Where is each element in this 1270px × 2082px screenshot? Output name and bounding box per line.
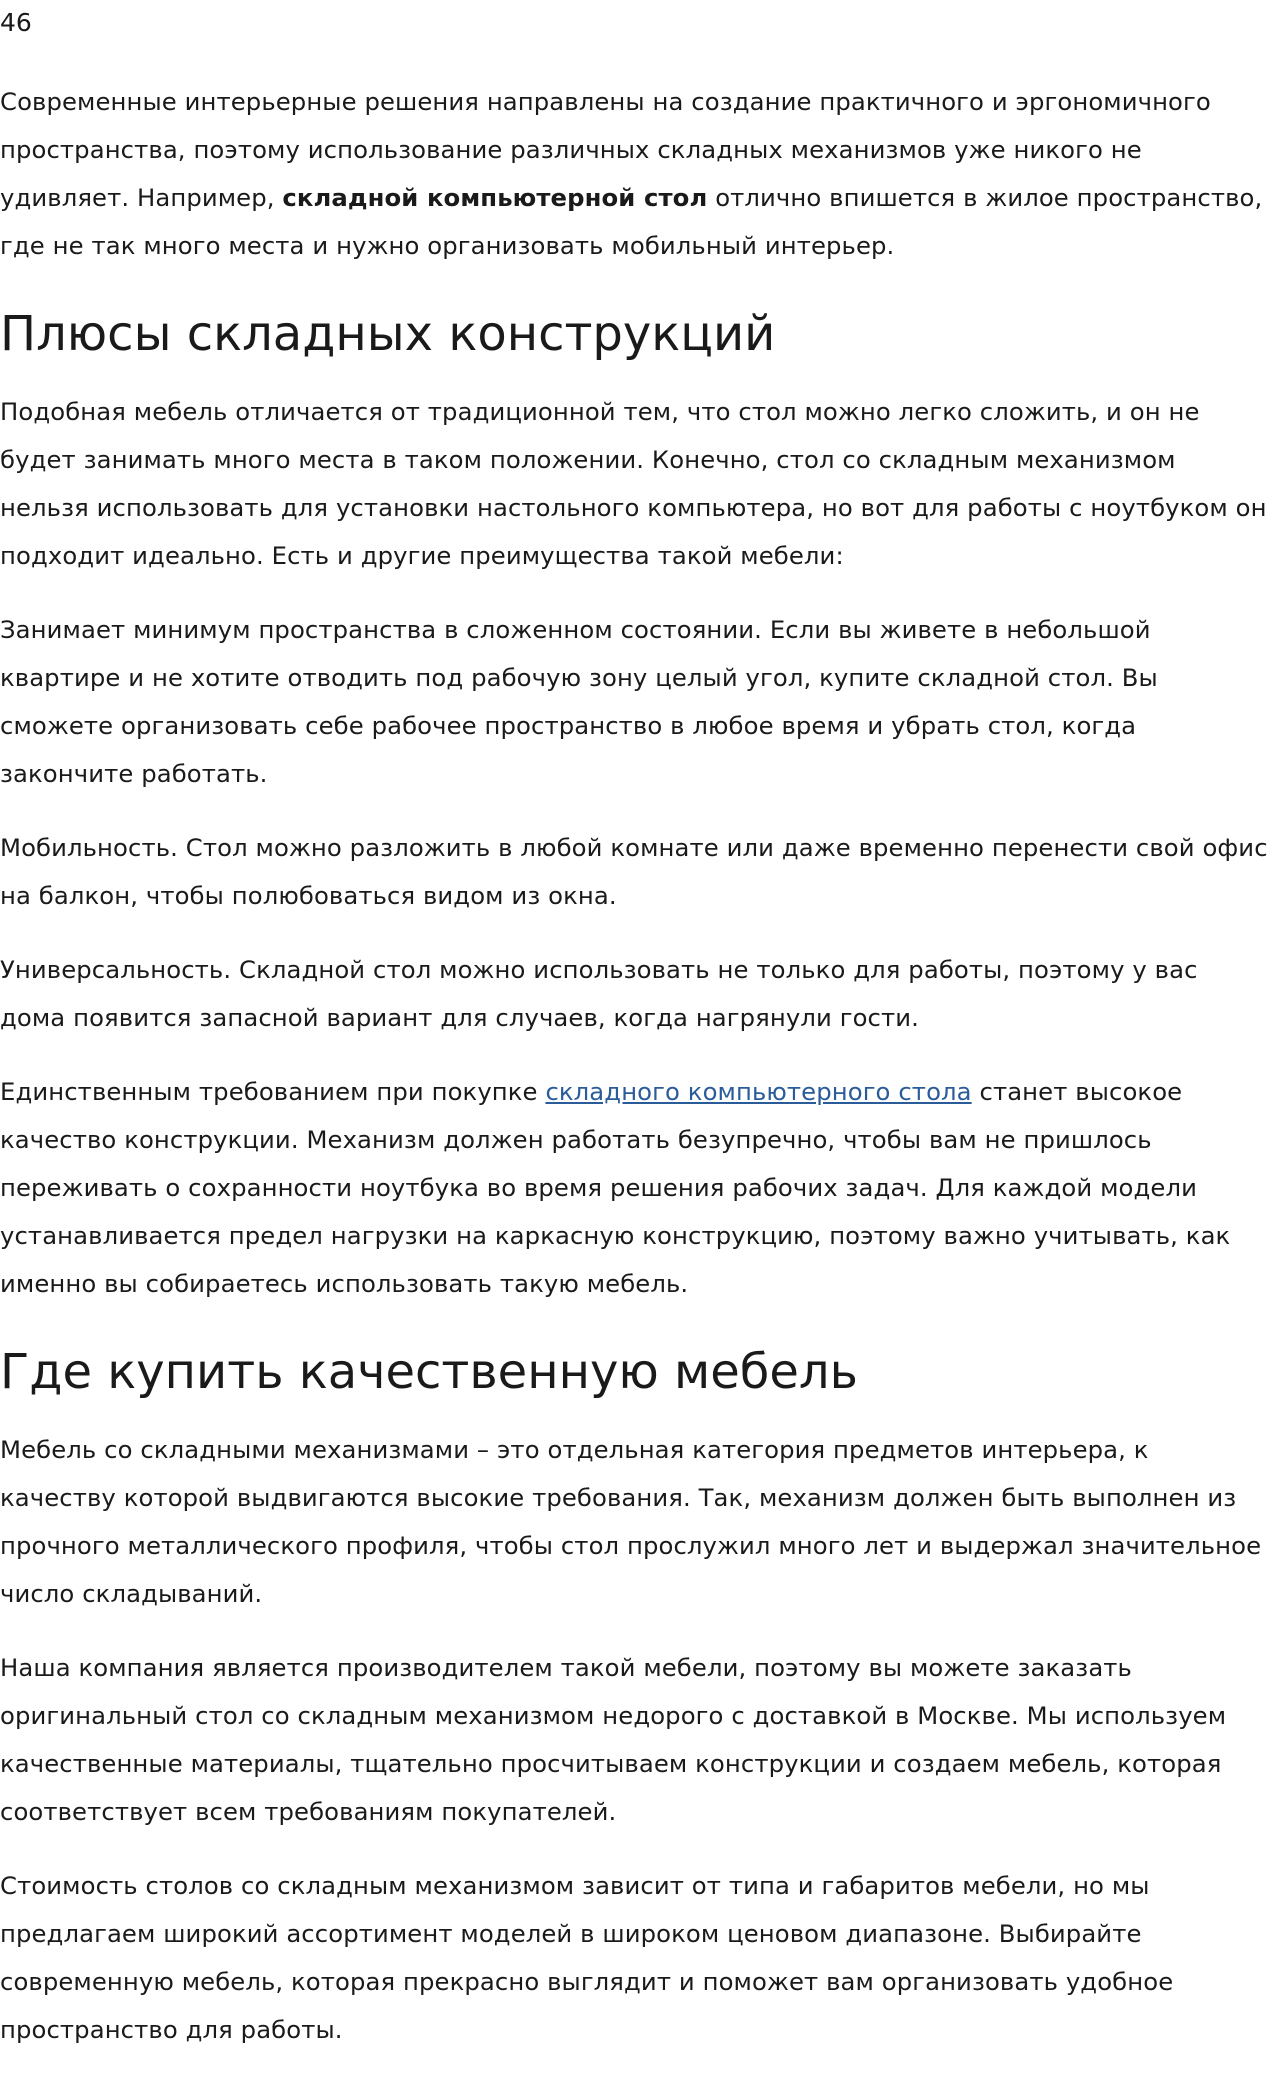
benefits-intro-paragraph: Подобная мебель отличается от традиционной тем, что стол можно легко сложить, и он не будет занимать много места в таком положении. Конечно, стол со складным механизмом нельзя использовать для установки настольного компьютера, но вот для работы с ноутбуком он подходит идеально. Есть и другие преимущества такой мебели: — [0, 397, 1267, 570]
category-paragraph: Мебель со складными механизмами – это отдельная категория предметов интерьера, к качеству которой выдвигаются высокие требования. Так, механизм должен быть выполнен из прочного металлического профиля, чтобы стол прослужил много лет и выдержал значительное число складываний. — [0, 1435, 1262, 1608]
intro-text-before: Современные интерьерные решения направлены на создание практичного и эргономичного пространства, поэтому использование различных складных механизмов уже никого не удивляет. Например, — [0, 87, 1211, 212]
folding-desk-link[interactable]: складного компьютерного стола — [545, 1077, 972, 1106]
price-paragraph: Стоимость столов со складным механизмом зависит от типа и габаритов мебели, но мы предлагаем широкий ассортимент моделей в широком ценовом диапазоне. Выбирайте современную мебель, которая прекрасно выглядит и поможет вам организовать удобное пространство для работы. — [0, 1871, 1174, 2044]
requirement-text-before: Единственным требованием при покупке — [0, 1077, 546, 1106]
article-body — [0, 78, 1268, 2080]
intro-text-after: отлично впишется в жилое пространство, где не так много места и нужно организовать мобильный интерьер. — [0, 183, 1263, 260]
section-heading-where-to-buy: Где купить качественную мебель — [0, 1344, 858, 1400]
benefit-compact-paragraph: Занимает минимум пространства в сложенном состоянии. Если вы живете в небольшой квартире и не хотите отводить под рабочую зону целый угол, купите складной стол. Вы сможете организовать себе рабочее пространство в любое время и убрать стол, когда закончите работать. — [0, 615, 1158, 788]
requirement-paragraph — [0, 1068, 1268, 1308]
intro-bold-phrase: складной компьютерной стол — [282, 183, 708, 212]
company-paragraph: Наша компания является производителем такой мебели, поэтому вы можете заказать оригинальный стол со складным механизмом недорого с доставкой в Москве. Мы используем качественные материалы, тщательно просчитываем конструкции и создаем мебель, которая соответствует всем требованиям покупателей. — [0, 1653, 1227, 1826]
page-number: 46 — [0, 8, 32, 37]
benefit-universality-paragraph: Универсальность. Складной стол можно использовать не только для работы, поэтому у вас дома появится запасной вариант для случаев, когда нагрянули гости. — [0, 955, 1198, 1032]
requirement-text-after: станет высокое качество конструкции. Механизм должен работать безупречно, чтобы вам не пришлось переживать о сохранности ноутбука во время решения рабочих задач. Для каждой модели устанавливается предел нагрузки на каркасную конструкцию, поэтому важно учитывать, как именно вы собираетесь использовать такую мебель. — [0, 1077, 1231, 1298]
section-heading-benefits: Плюсы складных конструкций — [0, 306, 776, 362]
intro-paragraph — [0, 78, 1268, 270]
benefit-mobility-paragraph: Мобильность. Стол можно разложить в любой комнате или даже временно перенести свой офис на балкон, чтобы полюбоваться видом из окна. — [0, 833, 1268, 910]
